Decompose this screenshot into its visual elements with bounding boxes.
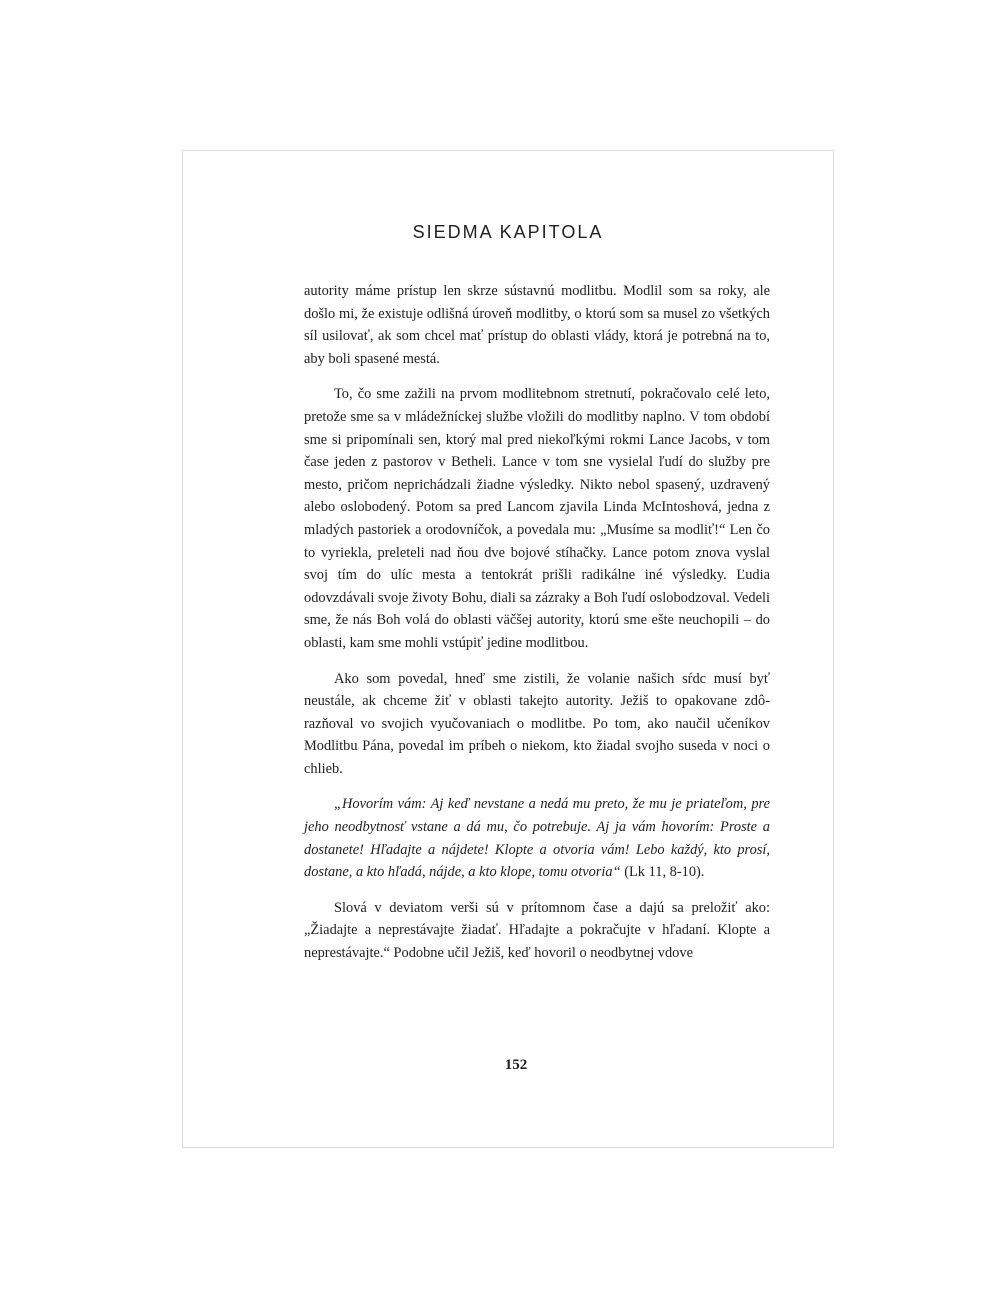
paragraph-3: Ako som povedal, hneď sme zistili, že volanie našich sŕdc musí byť neustále, ak chceme žiť v oblasti takejto autority. Ježiš to opakovane zdôrazňoval vo svojich vyučovaniach o modlitbe. Po tom, ako naučil učeníkov Modlitbu Pána, povedal im príbeh o niekom, kto žiadal svojho suseda v noci o chlieb.	[304, 670, 770, 777]
paragraph-4: Slová v deviatom verši sú v prítomnom čase a dajú sa preložiť ako: „Žiadajte a neprestávajte žiadať. Hľadajte a pokračujte v hľadaní. Klopte a neprestávajte.“ Podobne učil Ježiš, keď hovoril o neodbytnej vdove	[304, 899, 770, 962]
paragraph-1: autority máme prístup len skrze sústavnú modlitbu. Modlil som sa roky, ale došlo mi, že existuje odlišná úroveň modlitby, o ktorú som sa musel zo všetkých síl usilovať, ak som chcel mať prístup do oblasti vlády, ktorá je potrebná na to, aby boli spasené mestá.	[304, 283, 770, 367]
body-text	[304, 280, 770, 978]
paragraph-2: To, čo sme zažili na prvom modlitebnom stretnutí, pokračovalo celé leto, pretože sme sa v mládežníckej službe vložili do modlitby naplno. V tom období sme si pripomínali sen, ktorý mal pred niekoľkými rokmi Lance Jacobs, v tom čase jeden z pastorov v Betheli. Lance v tom sne vysielal ľudí do služby pre mesto, pričom neprichádzali žiadne výsledky. Nikto nebol spasený, uzdravený alebo oslobodený. Potom sa pred Lancom zjavila Linda McIntoshová, jedna z mladých pastoriek a orodovníčok, a povedala mu: „Musíme sa modliť!“ Len čo to vyriekla, preleteli nad ňou dve bojové stíhačky. Lance potom znova vyslal svoj tím do ulíc mesta a tentokrát prišli radikálne iné výsledky. Ľudia odovzdávali svoje životy Bohu, diali sa zázraky a Boh ľudí oslobodzoval. Vedeli sme, že nás Boh volá do oblasti väčšej autority, ktorú sme ešte neuchopili – do oblasti, kam sme mohli vstúpiť jedine modlitbou.	[304, 386, 770, 651]
scripture-quote	[304, 793, 770, 883]
page-number: 152	[504, 1057, 528, 1073]
quote-reference: (Lk 11, 8-10).	[620, 864, 705, 881]
chapter-heading: SIEDMA KAPITOLA	[412, 222, 604, 242]
quote-text: „Hovorím vám: Aj keď nevstane a nedá mu preto, že mu je priateľom, pre jeho neodbytnosť vstane a dá mu, čo potrebuje. Aj ja vám hovorím: Proste a dostanete! Hľadajte a nájdete! Klopte a otvoria vám! Lebo každý, kto prosí, dostane, a kto hľadá, nájde, a kto klope, tomu otvoria“	[304, 796, 770, 881]
